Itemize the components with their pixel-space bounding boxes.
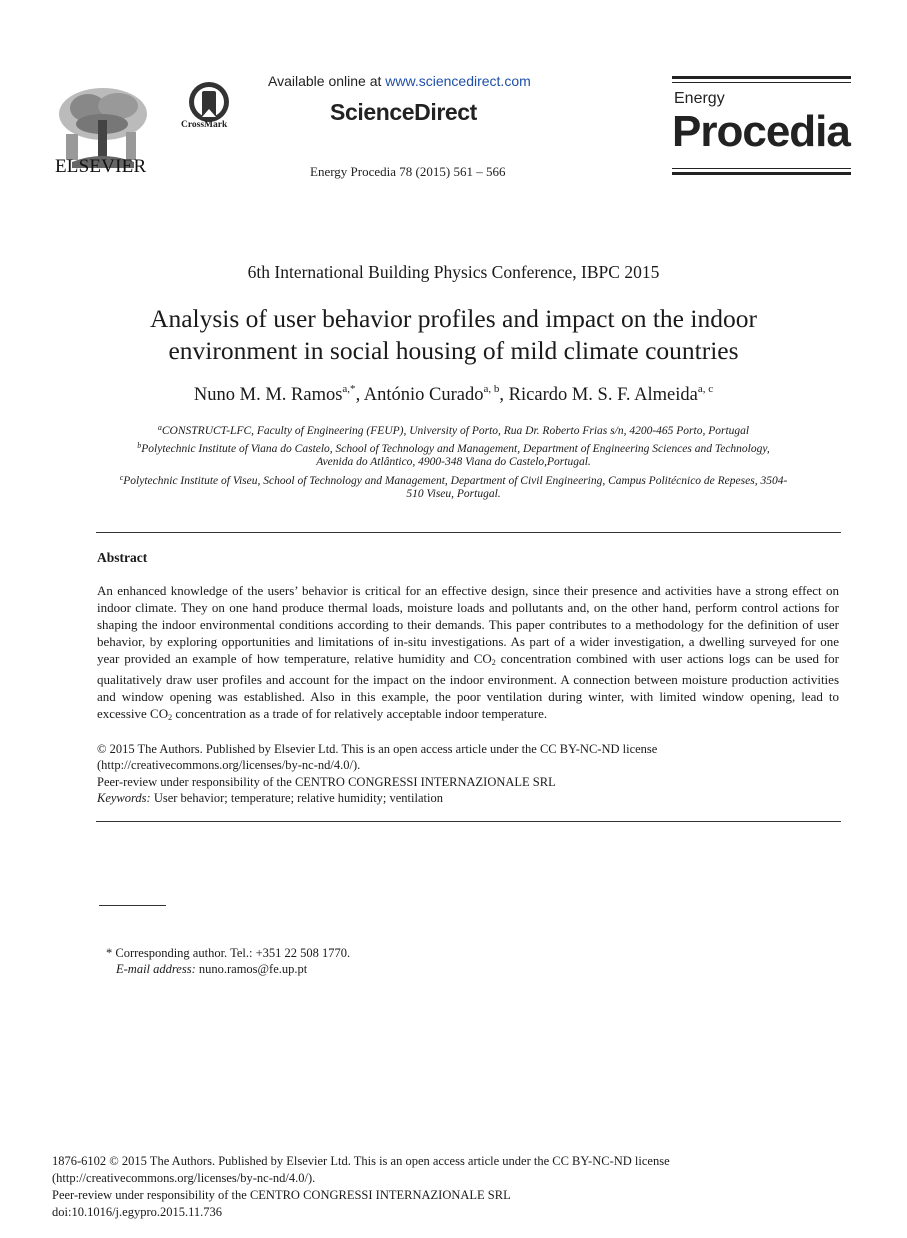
procedia-rule-bottom [672,172,851,175]
keywords-label: Keywords: [97,791,151,805]
author-affil-mark: a, c [697,383,714,395]
title-line-1: Analysis of user behavior profiles and impact on the indoor [150,304,757,333]
conference-name: 6th International Building Physics Conference, IBPC 2015 [247,262,660,282]
license-link[interactable]: (http://creativecommons.org/licenses/by-nc-nd/4.0/). [97,758,361,772]
corresponding-tel: * Corresponding author. Tel.: +351 22 508 1770. [106,946,351,960]
abstract-heading: Abstract [97,550,148,565]
author-affil-mark: a, b [483,383,500,395]
abstract-body [97,582,839,726]
affil-text: Polytechnic Institute of Viana do Castelo, School of Technology and Management, Department of Engineering Sciences and Technology, [141,443,770,455]
procedia-rule-bottom-thin [672,168,851,169]
author-list [0,383,907,406]
affil-text: CONSTRUCT-LFC, Faculty of Engineering (FEUP), University of Porto, Rua Dr. Roberto Frias s/n, 4200-465 Porto, Portugal [161,425,750,437]
keywords-line [97,790,443,806]
author-separator: , [355,385,364,405]
keywords-text: User behavior; temperature; relative humidity; ventilation [150,791,443,805]
corresponding-author-note [106,945,350,977]
affiliation-a [0,420,907,439]
affiliation-b-cont: Avenida do Atlântico, 4900-348 Viana do Castelo,Portugal. [316,456,591,468]
peer-review-line: Peer-review under responsibility of the CENTRO CONGRESSI INTERNAZIONALE SRL [97,775,556,789]
doi[interactable]: doi:10.1016/j.egypro.2015.11.736 [52,1205,223,1219]
subscript: 2 [168,713,173,722]
author-name: Nuno M. M. Ramos [193,385,343,405]
email-label: E-mail address: [116,962,196,976]
issn-copyright: 1876-6102 © 2015 The Authors. Published by Elsevier Ltd. This is an open access article under the CC BY-NC-ND license [52,1154,670,1168]
available-online-line [268,73,531,89]
affil-text: Polytechnic Institute of Viseu, School of Technology and Management, Department of Civil Engineering, Campus Politécnico de Repeses, 3504- [123,475,788,487]
bottom-peer-review: Peer-review under responsibility of the CENTRO CONGRESSI INTERNAZIONALE SRL [52,1188,511,1202]
abstract-text: concentration combined with user actions logs can be used for qualitatively draw user profiles and account for the impact on the indoor environment. A connection between moisture production activities and window opening was established. Also in this example, the poor ventilation during winter, with limited window opening, lead to excessive CO [97,651,839,721]
subscript: 2 [491,658,496,667]
affiliation-c-cont: 510 Viseu, Portugal. [406,488,501,500]
procedia-rule-top [672,76,851,79]
email-address[interactable]: nuno.ramos@fe.up.pt [195,962,308,976]
copyright-line-1: © 2015 The Authors. Published by Elsevier Ltd. This is an open access article under the CC BY-NC-ND license [97,742,658,756]
abstract-text: An enhanced knowledge of the users’ behavior is critical for an effective design, since their presence and activities have a strong effect on indoor climate. They on one hand produce thermal loads, moisture loads and pollutants and, on the other hand, perform control actions for shaping the indoor environmental conditions according to their demands. This paper contributes to a methodology for the definition of user behavior, by exploring opportunities and limitations of in-situ investigations. As part of a wider investigation, a dwelling surveyed for one year provided an example of how temperature, relative humidity and CO [97,583,839,666]
divider-top [96,532,841,533]
sciencedirect-link[interactable]: www.sciencedirect.com [385,73,531,89]
procedia-word: Procedia [672,107,850,156]
divider-bottom [96,821,841,822]
elsevier-wordmark: ELSEVIER [55,156,147,177]
author-name: Ricardo M. S. F. Almeida [508,385,698,405]
corresponding-email-line [106,961,350,977]
author-affil-mark: a,* [342,383,356,395]
affil-mark: b [137,441,142,450]
energy-word: Energy [674,90,725,107]
journal-citation: Energy Procedia 78 (2015) 561 – 566 [310,164,506,179]
paper-title [0,303,907,367]
bottom-notes [52,1153,670,1221]
author-separator: , [499,385,509,405]
crossmark-label: CrossMark [181,120,228,130]
abstract-text: concentration as a trade of for relatively acceptable indoor temperature. [172,706,548,721]
bottom-license-link[interactable]: (http://creativecommons.org/licenses/by-nc-nd/4.0/). [52,1171,316,1185]
title-line-2: environment in social housing of mild climate countries [168,336,739,365]
energy-procedia-logo [672,76,852,176]
available-prefix: Available online at [268,73,386,89]
procedia-rule-top-thin [672,82,851,83]
affil-mark: a [157,423,162,432]
sciencedirect-wordmark: ScienceDirect [330,99,477,125]
author-name: António Curado [363,385,484,405]
affil-mark: c [119,473,124,482]
footnote-rule [99,905,166,906]
